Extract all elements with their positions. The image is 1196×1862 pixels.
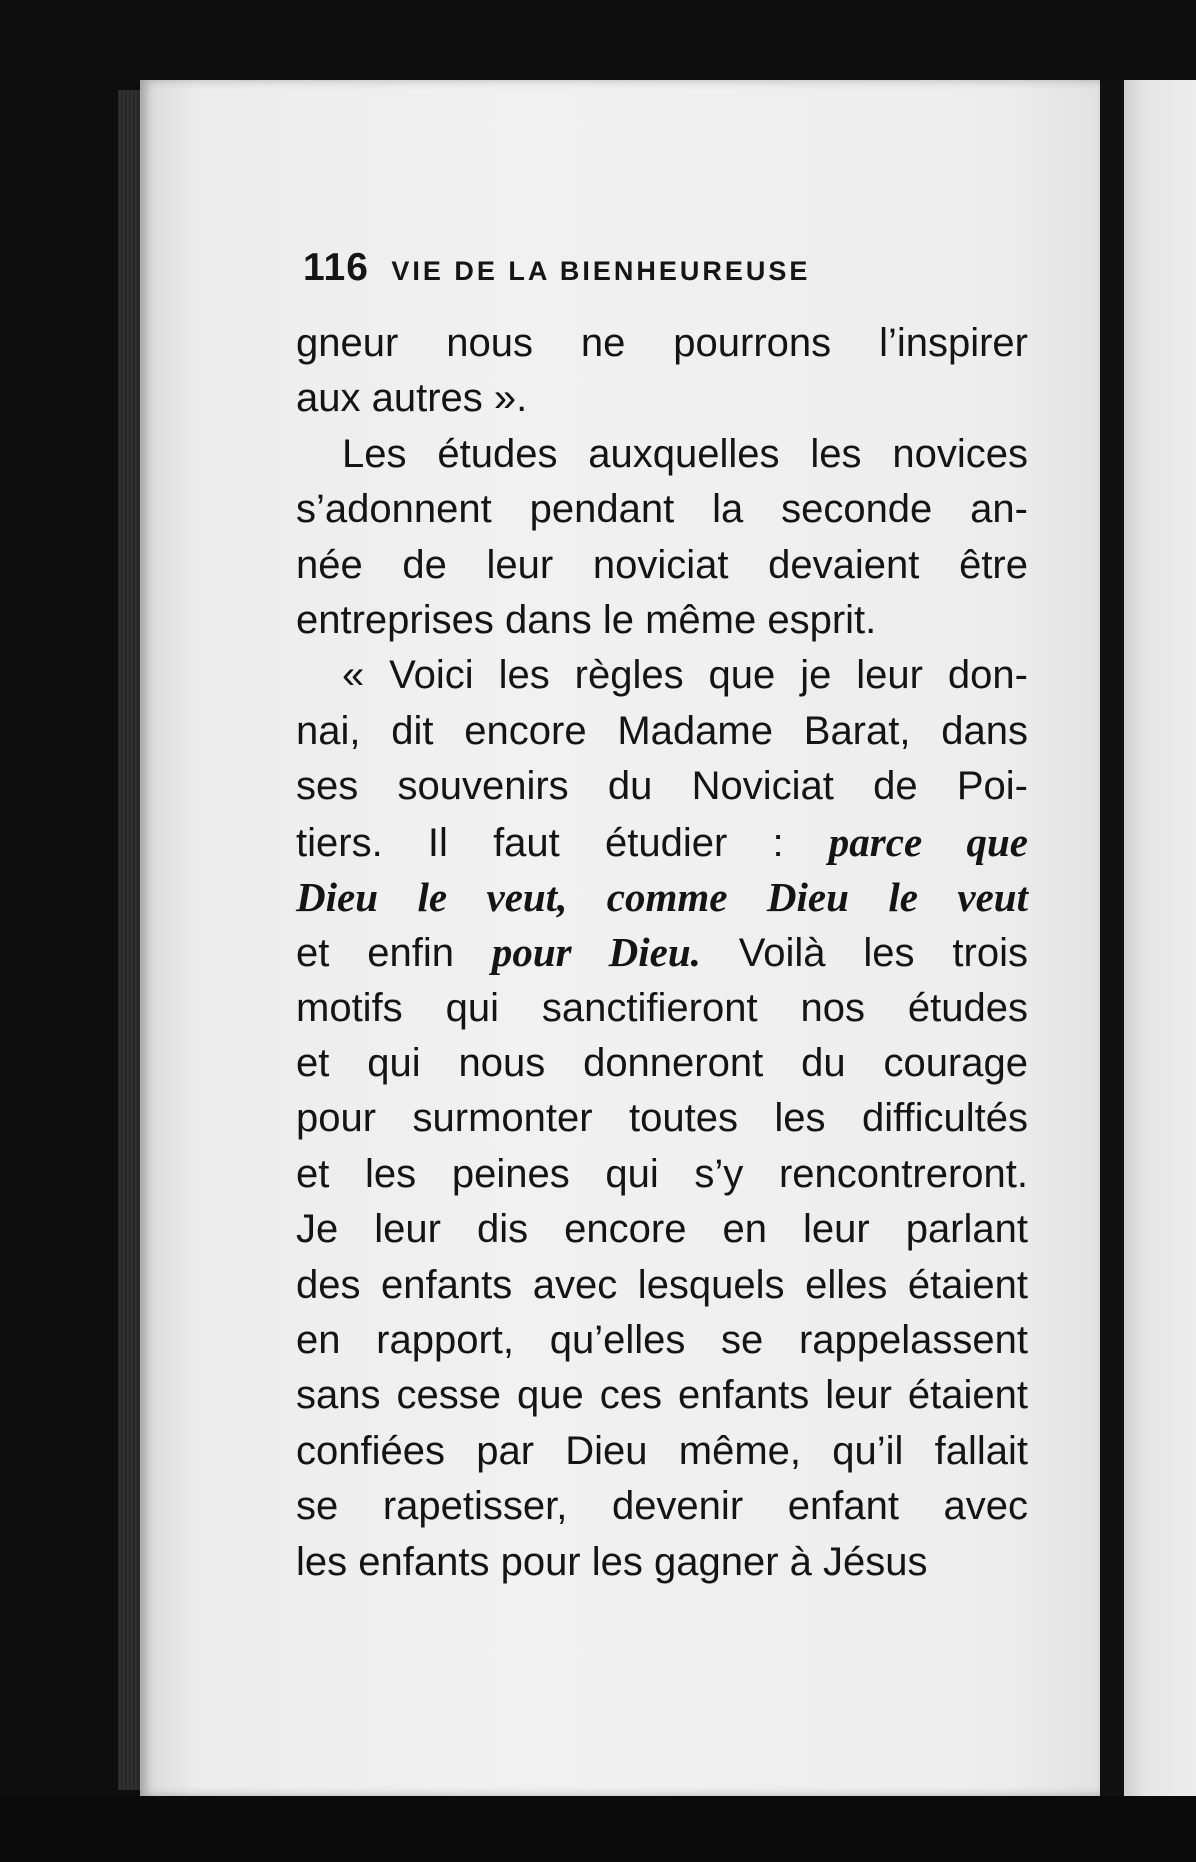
text-line: s’adonnent pendant la seconde an- (296, 487, 1028, 532)
text-line: confiées par Dieu même, qu’il fallait (296, 1428, 1028, 1473)
page-number: 116 (303, 246, 369, 289)
page-header (303, 246, 1043, 290)
text-line: motifs qui sanctifieront nos études (296, 985, 1028, 1030)
text-line: se rapetisser, devenir enfant avec (296, 1484, 1028, 1529)
text-line: en rapport, qu’elles se rappelassent (296, 1318, 1028, 1363)
scan-border (0, 1796, 1196, 1862)
text-run: tiers. Il faut étudier : (296, 820, 784, 865)
italic-text: parce que (828, 818, 1028, 865)
text-line: nai, dit encore Madame Barat, dans (296, 708, 1028, 753)
italic-text: pour Dieu. (491, 929, 701, 976)
text-line: des enfants avec lesquels elles étaient (296, 1262, 1028, 1307)
text-line: Les études auxquelles les novices (342, 431, 1028, 476)
text-line (296, 815, 1028, 870)
text-line: entreprises dans le même esprit. (296, 597, 877, 642)
text-line: et qui nous donneront du courage (296, 1041, 1028, 1086)
text-run: Voilà les trois (738, 931, 1028, 976)
text-line: gneur nous ne pourrons l’inspirer (296, 321, 1028, 365)
text-line (296, 870, 1028, 925)
text-line: Je leur dis encore en leur parlant (296, 1207, 1028, 1252)
text-line (296, 925, 1028, 980)
text-line: les enfants pour les gagner à Jésus (296, 1539, 928, 1584)
text-run: et enfin (296, 931, 454, 976)
body-text (296, 316, 1028, 1590)
text-line: née de leur noviciat devaient être (296, 542, 1028, 587)
text-line: aux autres ». (296, 376, 528, 421)
text-line: « Voici les règles que je leur don- (342, 653, 1028, 698)
text-line: et les peines qui s’y rencontreront. (296, 1151, 1028, 1196)
text-line: sans cesse que ces enfants leur étaient (296, 1373, 1028, 1418)
text-line: ses souvenirs du Noviciat de Poi- (296, 764, 1028, 809)
running-head: VIE DE LA BIENHEUREUSE (391, 256, 811, 286)
text-line: pour surmonter toutes les difficultés (296, 1096, 1028, 1141)
italic-text: Dieu le veut, comme Dieu le veut (296, 873, 1028, 920)
facing-page-edge (1124, 80, 1196, 1796)
book-gutter (1100, 80, 1124, 1796)
